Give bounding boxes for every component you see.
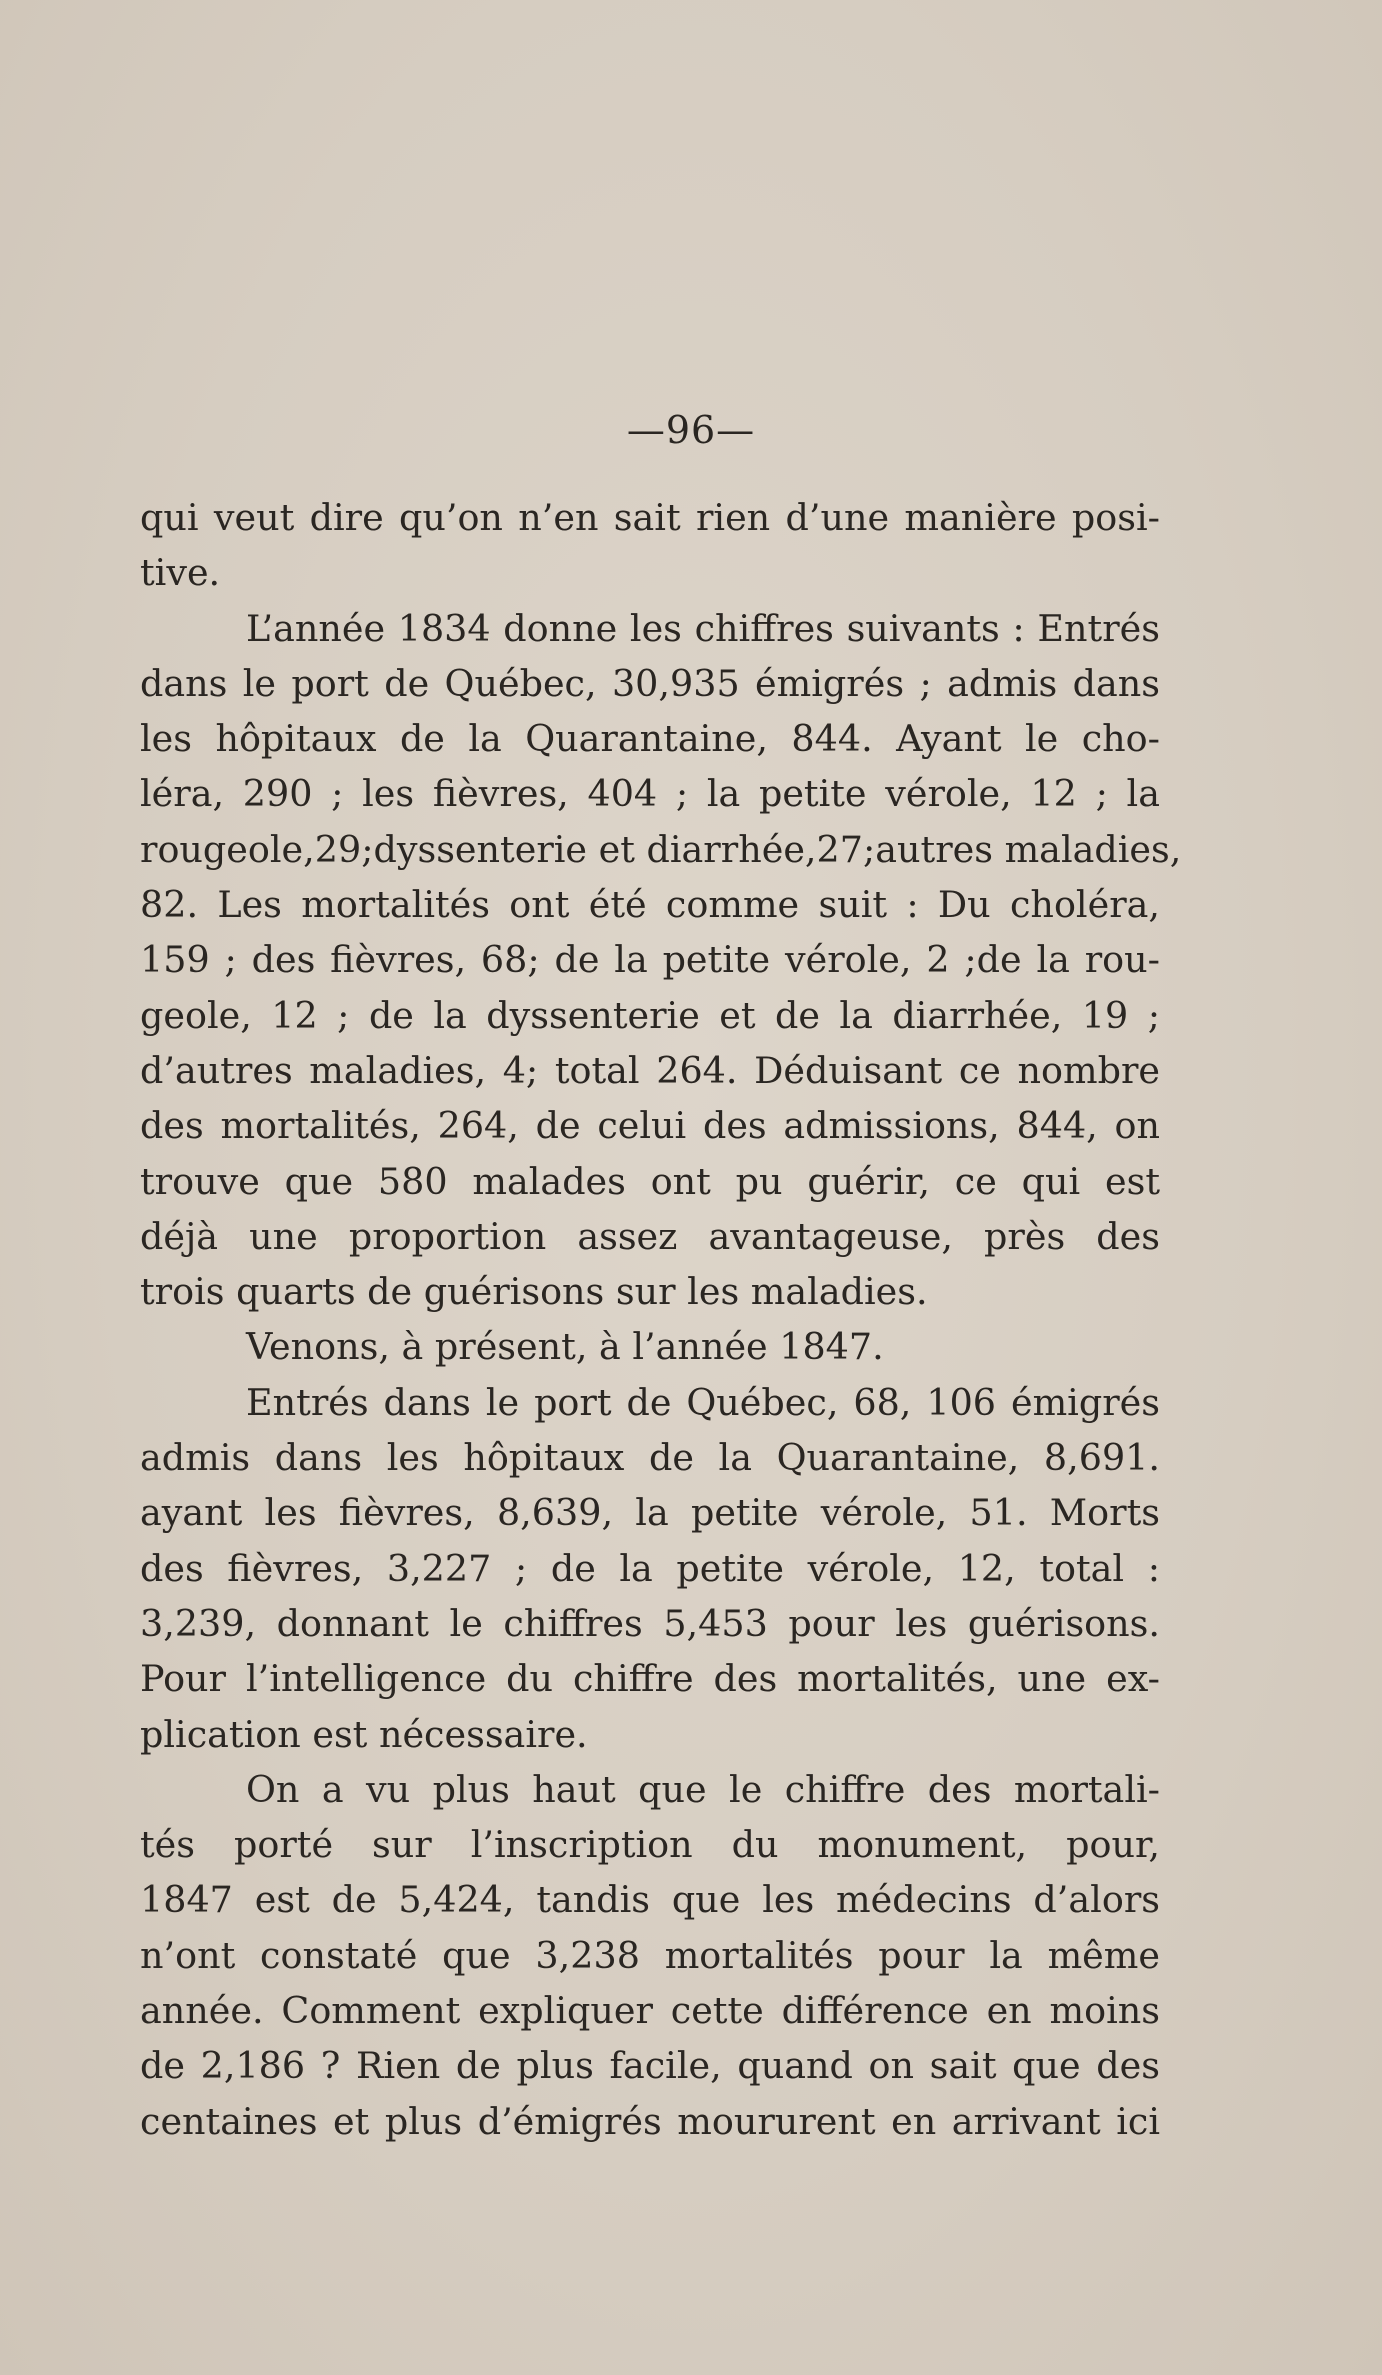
text-line: des mortalités, 264, de celui des admissions, 844, on bbox=[140, 1104, 1160, 1148]
text-line: des fièvres, 3,227 ; de la petite vérole, 12, total : bbox=[140, 1546, 1160, 1590]
text-line: 1847 est de 5,424, tandis que les médecins d’alors bbox=[140, 1878, 1160, 1922]
text-line: dans le port de Québec, 30,935 émigrés ; admis dans bbox=[140, 661, 1160, 705]
text-line: L’année 1834 donne les chiffres suivants : Entrés bbox=[246, 606, 1160, 650]
text-line: admis dans les hôpitaux de la Quarantaine, 8,691. bbox=[140, 1436, 1160, 1480]
text-line: n’ont constaté que 3,238 mortalités pour la même bbox=[140, 1933, 1160, 1977]
text-line: léra, 290 ; les fièvres, 404 ; la petite vérole, 12 ; la bbox=[140, 772, 1160, 816]
text-line: Venons, à présent, à l’année 1847. bbox=[246, 1325, 884, 1369]
text-line: trois quarts de guérisons sur les maladies. bbox=[140, 1270, 928, 1314]
text-line: d’autres maladies, 4; total 264. Déduisant ce nombre bbox=[140, 1048, 1160, 1092]
text-line: On a vu plus haut que le chiffre des mortali- bbox=[246, 1767, 1160, 1811]
text-line: 159 ; des fièvres, 68; de la petite vérole, 2 ;de la rou- bbox=[140, 938, 1160, 982]
text-line: les hôpitaux de la Quarantaine, 844. Ayant le cho- bbox=[140, 717, 1160, 761]
text-line: année. Comment expliquer cette différence en moins bbox=[140, 1989, 1160, 2033]
text-line: déjà une proportion assez avantageuse, près des bbox=[140, 1214, 1160, 1258]
text-line: ayant les fièvres, 8,639, la petite vérole, 51. Morts bbox=[140, 1491, 1160, 1535]
text-line: tive. bbox=[140, 551, 221, 595]
text-line: Entrés dans le port de Québec, 68, 106 émigrés bbox=[246, 1380, 1160, 1424]
text-line: de 2,186 ? Rien de plus facile, quand on sait que des bbox=[140, 2044, 1160, 2088]
text-line: Pour l’intelligence du chiffre des mortalités, une ex- bbox=[140, 1657, 1160, 1701]
body-text bbox=[140, 490, 1182, 2149]
text-line: plication est nécessaire. bbox=[140, 1712, 588, 1756]
text-line: 82. Les mortalités ont été comme suit : Du choléra, bbox=[140, 883, 1160, 927]
text-line: 3,239, donnant le chiffres 5,453 pour les guérisons. bbox=[140, 1601, 1160, 1645]
text-line: tés porté sur l’inscription du monument, pour, bbox=[140, 1823, 1160, 1867]
text-line: centaines et plus d’émigrés moururent en arrivant ici bbox=[140, 2099, 1160, 2143]
page-number: —96— bbox=[626, 408, 756, 452]
text-line: geole, 12 ; de la dyssenterie et de la diarrhée, 19 ; bbox=[140, 993, 1160, 1037]
text-line: rougeole,29;dyssenterie et diarrhée,27;autres maladies, bbox=[140, 827, 1182, 871]
text-line: qui veut dire qu’on n’en sait rien d’une manière posi- bbox=[140, 496, 1160, 539]
text-line: trouve que 580 malades ont pu guérir, ce qui est bbox=[140, 1159, 1160, 1203]
